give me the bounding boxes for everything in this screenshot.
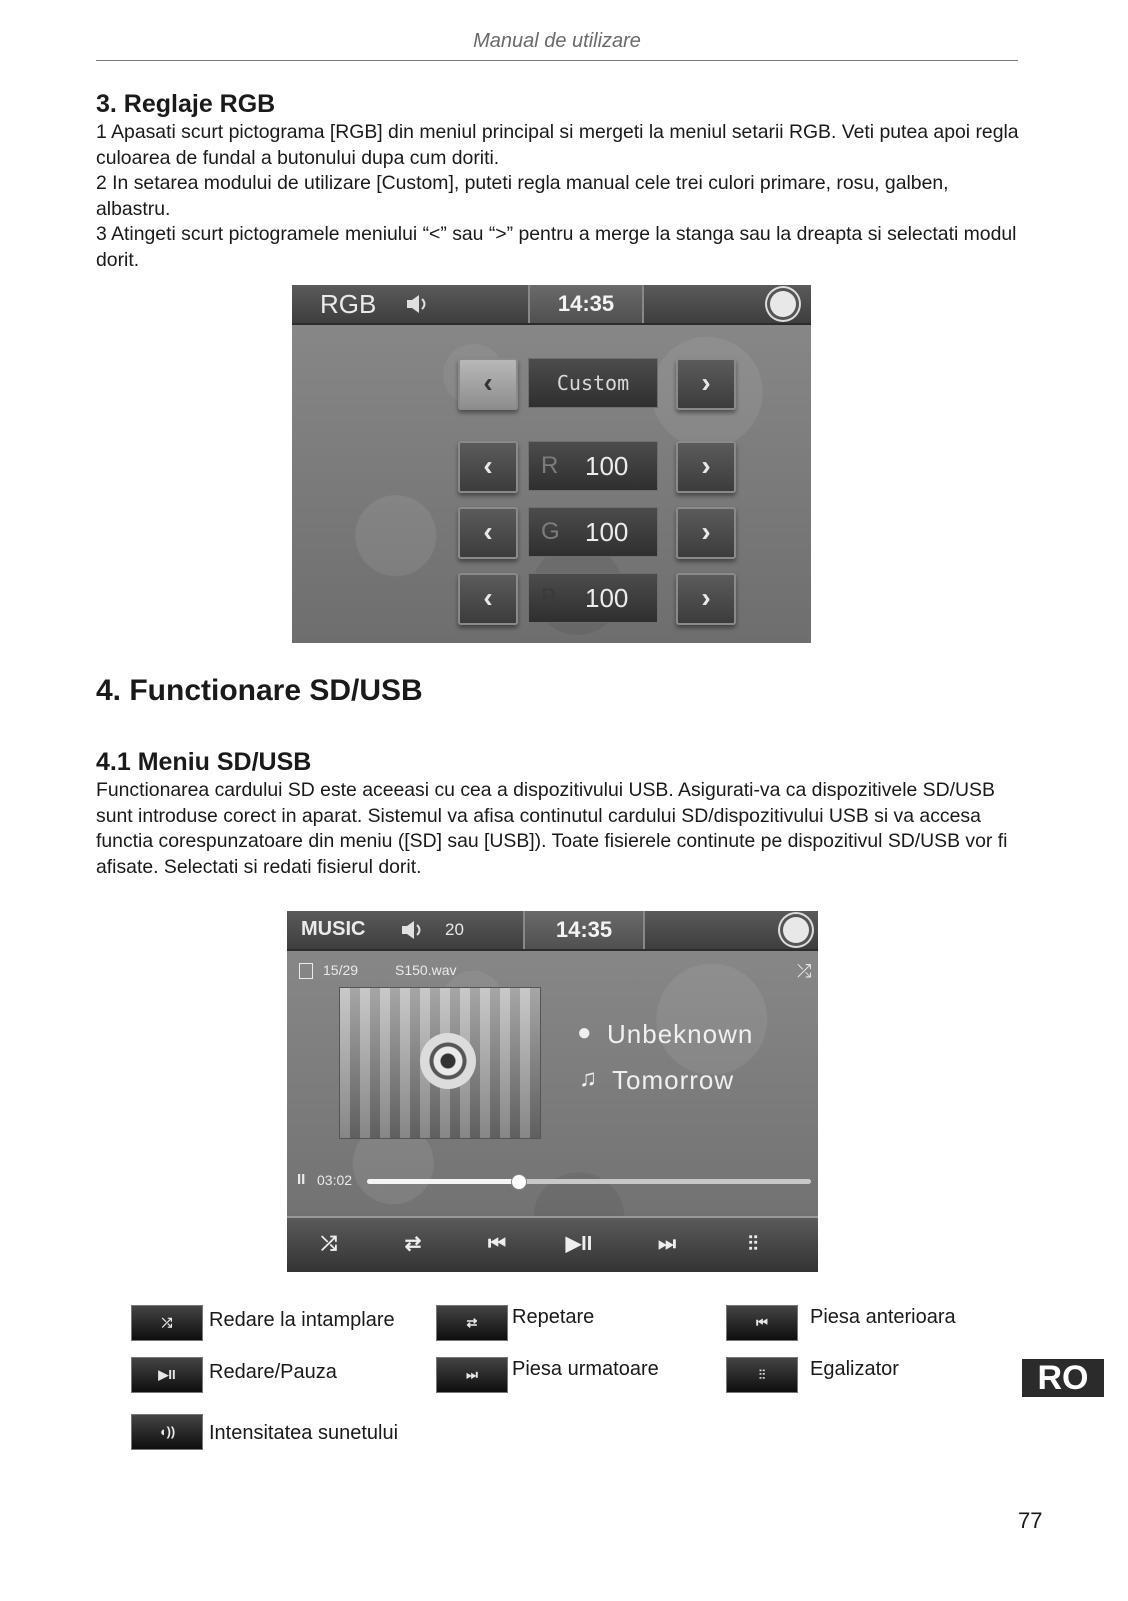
next-icon: ⏭	[436, 1357, 508, 1393]
mode-right-button[interactable]: ›	[676, 358, 736, 410]
green-right-button[interactable]: ›	[676, 507, 736, 559]
legend-label: Egalizator	[810, 1358, 899, 1380]
blue-label: B	[541, 584, 558, 611]
legend-label: Intensitatea sunetului	[209, 1422, 399, 1444]
red-label: R	[541, 452, 559, 479]
song-title: Tomorrow	[612, 1065, 735, 1095]
red-value-box	[528, 441, 658, 491]
legend-volume	[131, 1414, 431, 1450]
progress-fill	[367, 1179, 518, 1184]
music-clock: 14:35	[523, 911, 645, 949]
section-4-1-text	[96, 778, 1026, 880]
mode-value: Custom	[528, 358, 658, 408]
language-badge: RO	[1022, 1359, 1104, 1397]
legend-previous	[726, 1305, 996, 1341]
brightness-icon[interactable]	[783, 917, 809, 943]
speaker-icon[interactable]	[406, 294, 432, 314]
music-title: MUSIC	[301, 918, 366, 940]
page-header	[96, 28, 1018, 61]
section-4-heading: 4. Functionare SD/USB	[96, 674, 423, 707]
previous-icon: ⏮	[726, 1305, 798, 1341]
section-4-1-paragraph: Functionarea cardului SD este aceeasi cu cea a dispozitivului USB. Asigurati-va ca dispozitivele SD/USB sunt introduse corect in aparat. Sistemul va afisa continutul cardului SD/dispozitivului USB si va accesa functia corespunzatoare din meniu ([SD] sau [USB]). Toate fisierele continute pe dispozitivul SD/USB vor fi afisate. Selectati si redati fisierul dorit.	[96, 779, 1008, 878]
music-topbar	[287, 911, 818, 951]
green-label: G	[541, 518, 560, 545]
red-right-button[interactable]: ›	[676, 441, 736, 493]
progress-knob[interactable]	[511, 1174, 527, 1190]
legend-label: Repetare	[512, 1306, 595, 1328]
file-name: S150.wav	[395, 962, 457, 978]
next-icon[interactable]: ⏭	[658, 1233, 676, 1255]
section-3-line-2: 2 In setarea modului de utilizare [Custom], puteti regla manual cele trei culori primare, rosu, galben, albastru.	[96, 172, 949, 220]
green-value: 100	[585, 517, 629, 547]
brightness-icon[interactable]	[770, 291, 796, 317]
album-art	[339, 987, 541, 1139]
section-3-line-1: 1 Apasati scurt pictograma [RGB] din meniul principal si mergeti la meniul setarii RGB. Veti putea apoi regla culoarea de fundal a butonului dupa cum doriti.	[96, 121, 1019, 169]
legend-next	[436, 1357, 706, 1393]
pause-status-icon: II	[297, 1171, 306, 1188]
rgb-screenshot	[292, 285, 811, 643]
elapsed-time: 03:02	[317, 1172, 353, 1188]
blue-value-box	[528, 573, 658, 623]
rgb-topbar	[292, 285, 811, 325]
previous-icon[interactable]: ⏮	[488, 1233, 506, 1255]
play-pause-icon[interactable]: ▶II	[565, 1233, 593, 1255]
artist-icon: ●	[577, 1019, 593, 1046]
shuffle-icon: ⤮	[131, 1305, 203, 1341]
legend-label: Piesa anterioara	[810, 1306, 956, 1328]
progress-bar[interactable]	[367, 1179, 811, 1184]
music-screenshot	[287, 911, 818, 1272]
control-bar	[287, 1216, 818, 1272]
legend-label: Redare/Pauza	[209, 1361, 337, 1383]
blue-right-button[interactable]: ›	[676, 573, 736, 625]
play-pause-icon: ▶II	[131, 1357, 203, 1393]
header-title: Manual de utilizare	[473, 30, 641, 52]
rgb-title: RGB	[320, 289, 377, 319]
song-icon: ♫	[579, 1065, 598, 1092]
green-left-button[interactable]: ‹	[458, 507, 518, 559]
red-value: 100	[585, 451, 629, 481]
blue-value: 100	[585, 583, 629, 613]
repeat-icon[interactable]: ⇄	[404, 1233, 422, 1255]
volume-icon: ◖))	[131, 1414, 203, 1450]
disc-icon	[420, 1033, 476, 1089]
speaker-icon[interactable]	[401, 920, 427, 940]
legend-label: Piesa urmatoare	[512, 1358, 659, 1380]
legend-equalizer	[726, 1357, 996, 1393]
track-index: 15/29	[323, 962, 359, 978]
green-value-box	[528, 507, 658, 557]
red-left-button[interactable]: ‹	[458, 441, 518, 493]
blue-left-button[interactable]: ‹	[458, 573, 518, 625]
artist-name: Unbeknown	[607, 1019, 754, 1049]
section-3-text	[96, 120, 1026, 273]
legend-play-pause	[131, 1357, 421, 1393]
music-volume-level: 20	[445, 920, 464, 939]
equalizer-icon[interactable]: ⫶⫶	[748, 1233, 758, 1255]
section-4-1-heading: 4.1 Meniu SD/USB	[96, 748, 312, 776]
legend-shuffle	[131, 1305, 421, 1341]
legend-label: Redare la intamplare	[209, 1309, 395, 1331]
page-number: 77	[1018, 1508, 1043, 1533]
legend-repeat	[436, 1305, 706, 1341]
mode-left-button[interactable]: ‹	[458, 358, 518, 410]
section-3-line-3: 3 Atingeti scurt pictogramele meniului “<” sau “>” pentru a merge la stanga sau la dreapta si selectati modul dorit.	[96, 223, 1017, 271]
shuffle-icon[interactable]: ⤮	[321, 1233, 337, 1255]
section-3-heading: 3. Reglaje RGB	[96, 90, 276, 118]
equalizer-icon: ⫶⫶	[726, 1357, 798, 1393]
repeat-icon: ⇄	[436, 1305, 508, 1341]
rgb-clock: 14:35	[528, 285, 644, 323]
shuffle-status-icon: ⤮	[797, 961, 812, 981]
sd-card-icon	[299, 963, 313, 979]
